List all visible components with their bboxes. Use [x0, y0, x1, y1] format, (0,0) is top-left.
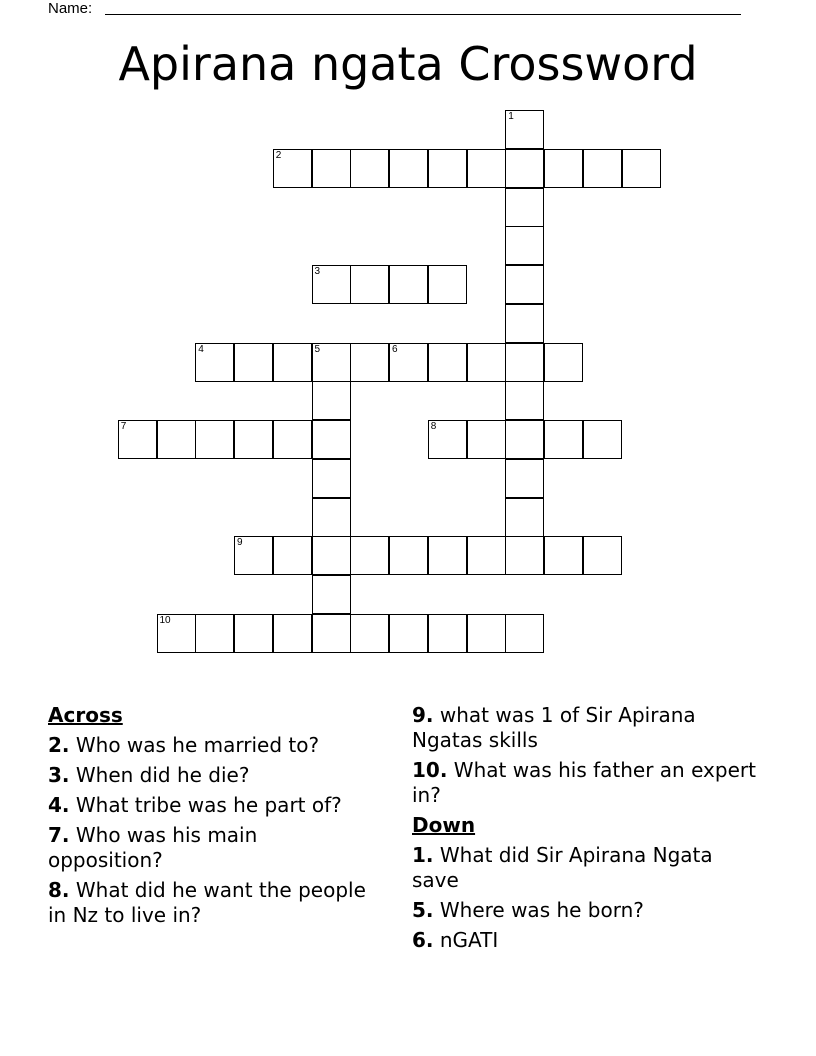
grid-cell[interactable] — [195, 343, 234, 382]
grid-cell[interactable] — [273, 536, 312, 575]
grid-cell[interactable] — [273, 343, 312, 382]
grid-cell[interactable] — [312, 498, 351, 537]
grid-cell[interactable] — [505, 149, 544, 188]
grid-cell[interactable] — [312, 343, 351, 382]
clue-down-1: 1. What did Sir Apirana Ngata save — [412, 843, 713, 892]
grid-cell[interactable] — [428, 420, 467, 459]
grid-cell[interactable] — [389, 614, 428, 653]
grid-cell[interactable] — [583, 536, 622, 575]
grid-cell[interactable] — [505, 459, 544, 498]
grid-cell[interactable] — [428, 265, 467, 304]
clue-across-4: 4. What tribe was he part of? — [48, 793, 342, 817]
grid-cell[interactable] — [312, 381, 351, 420]
clue-across-9: 9. what was 1 of Sir Apirana Ngatas skills — [412, 703, 696, 752]
clue-across-10: 10. What was his father an expert in? — [412, 758, 756, 807]
grid-cell[interactable] — [544, 420, 583, 459]
grid-cell[interactable] — [622, 149, 661, 188]
grid-cell[interactable] — [505, 498, 544, 537]
grid-cell[interactable] — [118, 420, 157, 459]
grid-cell[interactable] — [157, 614, 196, 653]
grid-cell[interactable] — [389, 265, 428, 304]
clue-number: 4 — [198, 343, 204, 355]
grid-cell[interactable] — [195, 420, 234, 459]
clue-across-8: 8. What did he want the people in Nz to live in? — [48, 878, 366, 927]
grid-cell[interactable] — [505, 265, 544, 304]
grid-cell[interactable] — [312, 265, 351, 304]
grid-cell[interactable] — [505, 614, 544, 653]
clue-number: 10 — [159, 614, 171, 626]
grid-cell[interactable] — [350, 149, 389, 188]
grid-cell[interactable] — [583, 149, 622, 188]
grid-cell[interactable] — [505, 536, 544, 575]
grid-cell[interactable] — [505, 420, 544, 459]
grid-cell[interactable] — [544, 343, 583, 382]
grid-cell[interactable] — [505, 188, 544, 227]
grid-cell[interactable] — [428, 149, 467, 188]
clue-across-3: 3. When did he die? — [48, 763, 250, 787]
grid-cell[interactable] — [544, 536, 583, 575]
clue-number: 1 — [508, 111, 514, 122]
grid-cell[interactable] — [350, 343, 389, 382]
grid-cell[interactable] — [273, 420, 312, 459]
grid-cell[interactable] — [234, 420, 273, 459]
grid-cell[interactable] — [312, 536, 351, 575]
grid-cell[interactable] — [428, 536, 467, 575]
clue-number: 9 — [237, 537, 243, 549]
grid-cell[interactable] — [428, 614, 467, 653]
clue-across-7: 7. Who was his main opposition? — [48, 823, 258, 872]
clue-number: 7 — [120, 421, 127, 432]
down-heading: Down — [412, 813, 476, 837]
grid-cell[interactable] — [312, 614, 351, 653]
clue-number: 3 — [314, 266, 321, 277]
page-title: Apirana ngata Crossword — [118, 37, 698, 91]
clue-down-5: 5. Where was he born? — [412, 898, 644, 922]
grid-cell[interactable] — [428, 343, 467, 382]
clues-left-column — [48, 703, 368, 933]
grid-cell[interactable] — [312, 149, 351, 188]
clue-across-2: 2. Who was he married to? — [48, 733, 320, 757]
name-label: Name: — [48, 0, 93, 17]
clue-down-6: 6. nGATI — [412, 928, 499, 952]
grid-cell[interactable] — [544, 149, 583, 188]
across-heading: Across — [48, 703, 123, 727]
grid-cell[interactable] — [389, 149, 428, 188]
grid-cell[interactable] — [273, 149, 312, 188]
grid-cell[interactable] — [467, 149, 506, 188]
grid-cell[interactable] — [467, 614, 506, 653]
clue-number: 8 — [430, 421, 437, 432]
grid-cell[interactable] — [312, 459, 351, 498]
clues-right-column — [412, 703, 762, 958]
grid-cell[interactable] — [350, 536, 389, 575]
grid-cell[interactable] — [389, 343, 428, 382]
clue-number: 6 — [392, 343, 398, 355]
grid-cell[interactable] — [467, 343, 506, 382]
clue-number: 5 — [314, 343, 321, 355]
grid-cell[interactable] — [583, 420, 622, 459]
grid-cell[interactable] — [467, 536, 506, 575]
grid-cell[interactable] — [505, 304, 544, 343]
grid-cell[interactable] — [157, 420, 196, 459]
grid-cell[interactable] — [505, 381, 544, 420]
grid-cell[interactable] — [234, 536, 273, 575]
grid-cell[interactable] — [234, 614, 273, 653]
grid-cell[interactable] — [312, 575, 351, 614]
clue-number: 2 — [275, 149, 282, 161]
grid-cell[interactable] — [312, 420, 351, 459]
grid-cell[interactable] — [467, 420, 506, 459]
grid-cell[interactable] — [273, 614, 312, 653]
grid-cell[interactable] — [350, 265, 389, 304]
grid-cell[interactable] — [234, 343, 273, 382]
grid-cell[interactable] — [389, 536, 428, 575]
grid-cell[interactable] — [505, 226, 544, 265]
grid-cell[interactable] — [505, 343, 544, 382]
grid-cell[interactable] — [195, 614, 234, 653]
grid-cell[interactable] — [505, 110, 544, 149]
grid-cell[interactable] — [350, 614, 389, 653]
